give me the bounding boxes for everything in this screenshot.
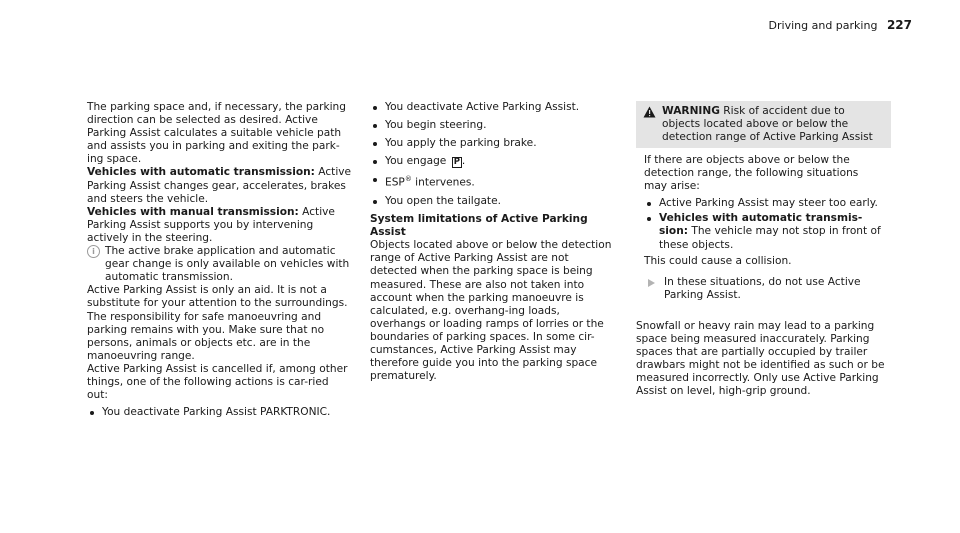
page-header: [769, 18, 912, 32]
esp-text: intervenes.: [411, 176, 475, 189]
registered-mark: ®: [404, 175, 412, 184]
cancel-list: [87, 406, 352, 419]
auto-transmission-label: Vehicles with automatic transmission:: [87, 166, 315, 179]
snowfall-paragraph: Snowfall or heavy rain may lead to a parking space being measured inaccurately. Parking spaces that are partially occupied by trailer drawbars might not be identified as such or be measured incorrectly. Only use Active Parking Assist on level, high-grip ground.: [636, 319, 885, 398]
warning-consequence: This could cause a collision.: [644, 254, 792, 267]
warning-triangle-icon: [643, 106, 656, 118]
section-heading: System limitations of Active Parking Assist: [370, 213, 588, 239]
cancel-list-continued: [370, 101, 618, 208]
warning-header: [636, 101, 891, 148]
auto-transmission-text: Active Parking Assist changes gear, accelerates, brakes and steers the vehicle.: [87, 166, 352, 205]
warning-label: WARNING: [662, 105, 720, 117]
warning-action-text: In these situations, do not use Active Parking Assist.: [664, 275, 861, 301]
list-item: [370, 155, 618, 168]
column-3: [636, 101, 891, 399]
info-note: [87, 245, 352, 284]
cancel-paragraph: Active Parking Assist is cancelled if, among other things, one of the following actions is car-ried out:: [87, 362, 348, 402]
list-item: Active Parking Assist may steer too early.: [644, 197, 883, 210]
aid-paragraph: Active Parking Assist is only an aid. It is not a substitute for your attention to the surroundings. The responsibility for safe manoeuvring and parking remains with you. Make sure that no persons, animals or objects etc. are in the manoeuvring range.: [87, 284, 348, 362]
info-icon: i: [87, 245, 100, 258]
page-number: 227: [886, 18, 912, 32]
list-item: You deactivate Active Parking Assist.: [370, 101, 618, 114]
manual-transmission-paragraph: [87, 206, 352, 245]
esp-label: ESP: [385, 176, 405, 189]
section-title: Driving and parking: [768, 19, 878, 32]
list-item: You open the tailgate.: [370, 195, 618, 208]
warning-box: [636, 101, 891, 310]
warning-bullet-label: Vehicles with automatic transmis-sion:: [659, 212, 863, 238]
warning-intro: If there are objects above or below the detection range, the following situations may arise:: [644, 154, 859, 193]
park-symbol-icon: P: [453, 157, 460, 168]
warning-list: [644, 197, 883, 251]
column-2: [370, 101, 618, 383]
auto-transmission-paragraph: [87, 166, 352, 205]
warning-title: Risk of accident due to objects located above or below the detection range of Active Parking Assist: [662, 105, 873, 143]
action-arrow-icon: [648, 279, 655, 287]
list-item: You begin steering.: [370, 119, 618, 132]
list-item: [370, 173, 618, 190]
list-item: You deactivate Parking Assist PARKTRONIC.: [87, 406, 352, 419]
engage-suffix: .: [461, 155, 466, 168]
manual-transmission-label: Vehicles with manual transmission:: [87, 205, 299, 218]
limitations-paragraph: Objects located above or below the detection range of Active Parking Assist are not detected when the parking space is being measured. These are also not taken into account when the parking manoeuvre is calculated, e.g. overhang-ing loads, overhangs or loading ramps of lorries or the boundaries of parking spaces. In some cir-cumstances, Active Parking Assist may therefore guide you into the parking space prematurely.: [370, 239, 612, 383]
column-1: [87, 101, 352, 424]
manual-transmission-text: Active Parking Assist supports you by intervening actively in the steering.: [87, 205, 335, 244]
engage-text: You engage: [385, 155, 450, 168]
warning-action: [644, 276, 883, 302]
info-note-text: The active brake application and automatic gear change is only available on vehicles with automatic transmission.: [105, 245, 350, 284]
list-item: [644, 212, 883, 251]
intro-paragraph: The parking space and, if necessary, the parking direction can be selected as desired. Active Parking Assist calculates a suitable vehicle path and assists you in parking and exiting the park-ing space.: [87, 101, 346, 166]
list-item: You apply the parking brake.: [370, 137, 618, 150]
warning-bullet-text: The vehicle may not stop in front of these objects.: [659, 225, 881, 251]
warning-body: [636, 148, 891, 310]
